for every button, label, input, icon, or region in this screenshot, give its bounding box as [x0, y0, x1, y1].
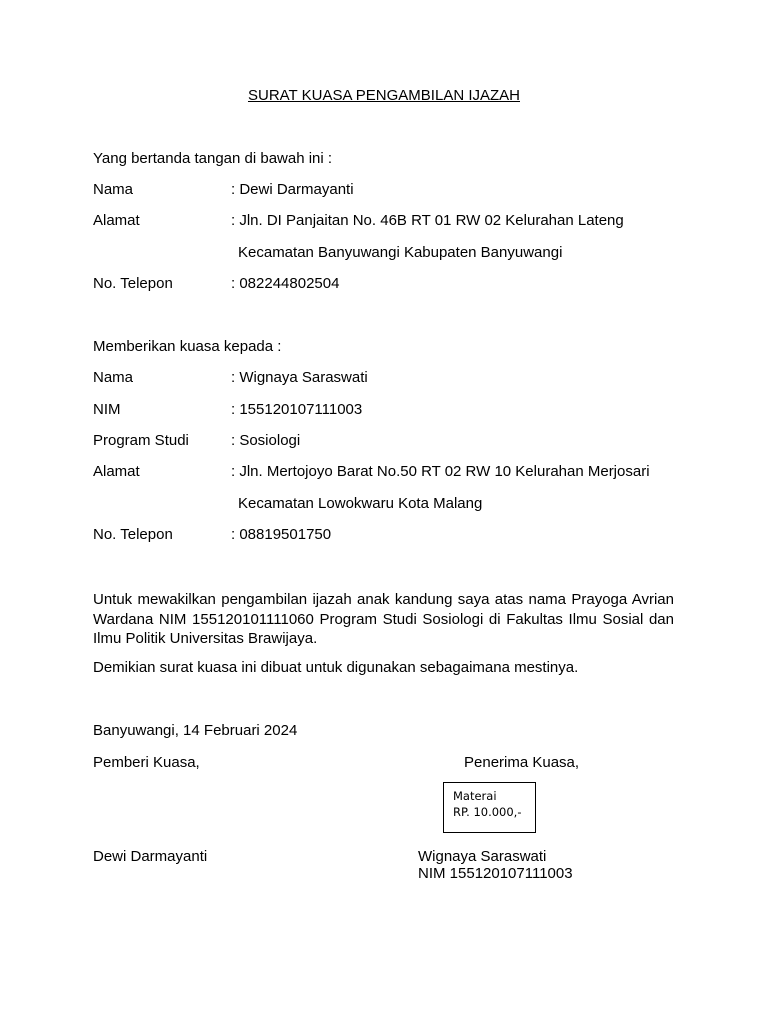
grantor-name-label: Nama	[93, 181, 134, 198]
grantee-signature-name: Wignaya Saraswati	[418, 848, 547, 865]
grantor-phone-label: No. Telepon	[93, 275, 173, 292]
duty-stamp-box	[443, 782, 536, 833]
grantor-address-line2: Kecamatan Banyuwangi Kabupaten Banyuwangi	[238, 244, 563, 261]
grantee-nim-value: : 155120107111003	[231, 401, 363, 418]
grantor-address-label: Alamat	[93, 212, 140, 229]
grantee-name-label: Nama	[93, 369, 134, 386]
place-date: Banyuwangi, 14 Februari 2024	[93, 722, 298, 739]
grantor-phone-value: : 082244802504	[231, 275, 340, 292]
grantee-signature-label: Penerima Kuasa,	[464, 754, 580, 771]
closing-paragraph: Demikian surat kuasa ini dibuat untuk digunakan sebagaimana mestinya.	[93, 659, 579, 676]
grantor-address-line1: : Jln. DI Panjaitan No. 46B RT 01 RW 02 Kelurahan Lateng	[231, 212, 624, 229]
grantee-address-line2: Kecamatan Lowokwaru Kota Malang	[238, 495, 483, 512]
grantee-address-line1: : Jln. Mertojoyo Barat No.50 RT 02 RW 10 Kelurahan Merjosari	[231, 463, 650, 480]
grant-intro-text: Memberikan kuasa kepada :	[93, 338, 282, 355]
grantor-name-value: : Dewi Darmayanti	[231, 181, 354, 198]
grantor-signature-label: Pemberi Kuasa,	[93, 754, 200, 771]
letter-title: SURAT KUASA PENGAMBILAN IJAZAH	[247, 87, 520, 104]
grantee-address-label: Alamat	[93, 463, 140, 480]
grantee-phone-value: : 08819501750	[231, 526, 332, 543]
stamp-line-2: RP. 10.000,-	[453, 805, 522, 819]
stamp-line-1: Materai	[453, 789, 497, 803]
grantee-name-value: : Wignaya Saraswati	[231, 369, 368, 386]
grantor-signature-name: Dewi Darmayanti	[93, 848, 208, 865]
grantee-program-label: Program Studi	[93, 432, 189, 449]
purpose-paragraph: Untuk mewakilkan pengambilan ijazah anak kandung saya atas nama Prayoga Avrian Wardana NIM 155120101111060 Program Studi Sosiologi di Fakultas Ilmu Sosial dan Ilmu Politik Universitas Brawijaya.	[93, 591, 674, 647]
grantee-signature-nim: NIM 155120107111003	[418, 865, 573, 882]
grantee-program-value: : Sosiologi	[231, 432, 301, 449]
grantee-nim-label: NIM	[93, 401, 121, 418]
intro-text: Yang bertanda tangan di bawah ini :	[93, 150, 333, 167]
grantee-phone-label: No. Telepon	[93, 526, 173, 543]
